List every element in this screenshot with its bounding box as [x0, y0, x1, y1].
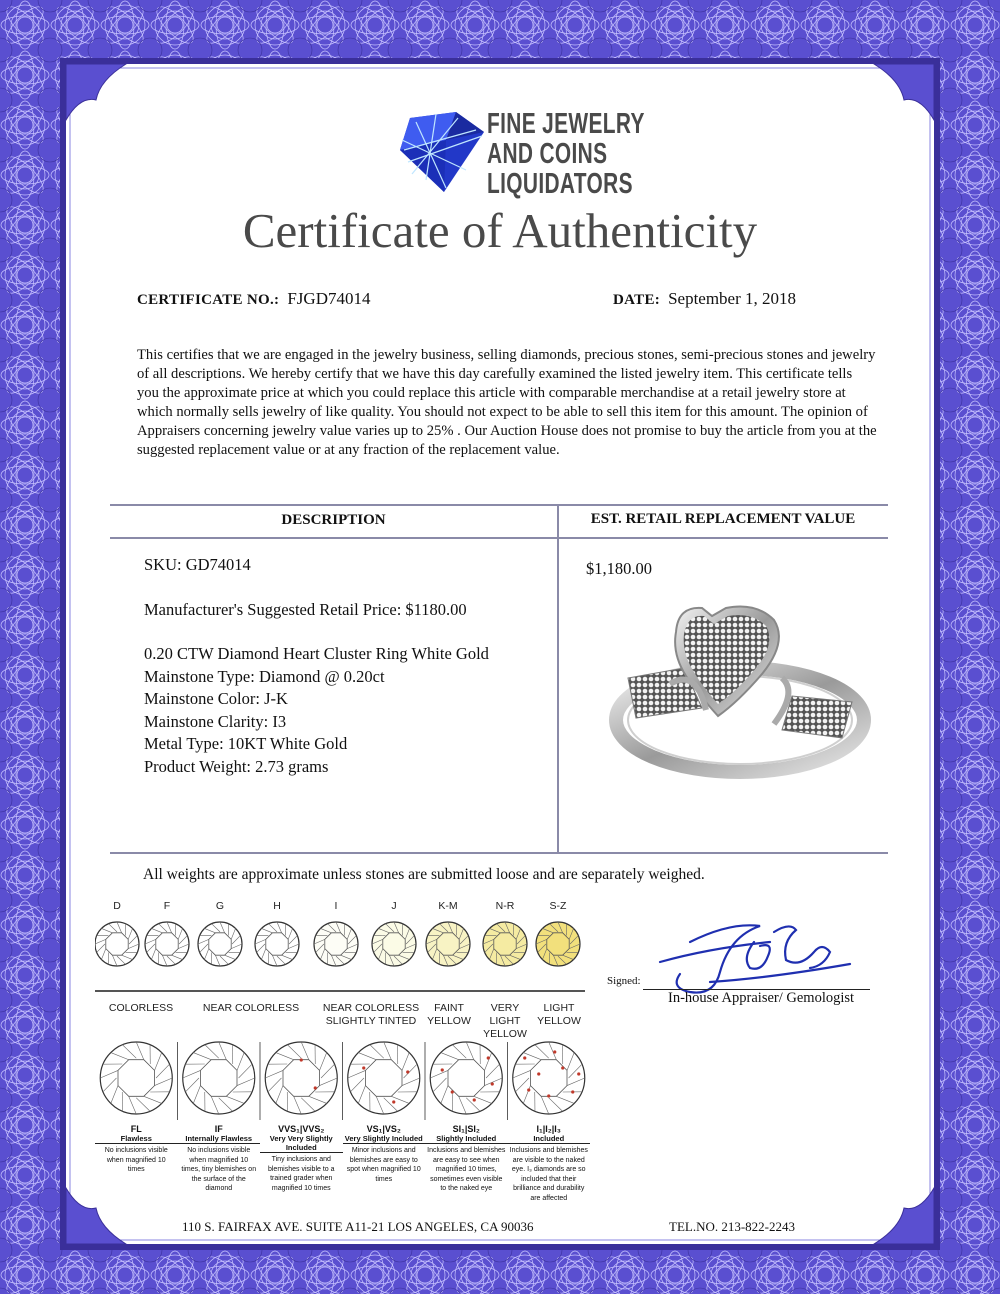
clarity-description-line: magnified 10 times	[271, 1184, 331, 1192]
color-grade-letter: I	[334, 900, 338, 912]
color-grade-diamond-icon	[198, 922, 242, 966]
clarity-description	[260, 1155, 343, 1193]
clarity-diamond-icon	[183, 1042, 255, 1114]
color-grade-diamond-icon	[95, 922, 139, 966]
clarity-description-line: are easy to see when	[432, 1156, 500, 1164]
weights-note: All weights are approximate unless stones are submitted loose and are separately weighed.	[143, 866, 705, 883]
company-logo-gem-icon	[396, 110, 488, 194]
clarity-description-line: times	[375, 1175, 393, 1183]
table-divider	[557, 504, 559, 853]
appraiser-title: In-house Appraiser/ Gemologist	[668, 990, 855, 1006]
color-category-label	[195, 1002, 307, 1015]
clarity-description-line: eye. I₃ diamonds are so	[511, 1166, 586, 1173]
sku: SKU: GD74014	[144, 555, 251, 574]
color-grade-diamond-icon	[483, 922, 527, 966]
detail-line: Mainstone Type: Diamond @ 0.20ct	[144, 666, 385, 686]
clarity-description	[95, 1146, 178, 1175]
clarity-description-line: to the naked eye	[440, 1185, 493, 1192]
clarity-code: FL	[130, 1124, 142, 1134]
clarity-description	[343, 1146, 426, 1184]
clarity-description-line: Inclusions and blemishes	[509, 1147, 588, 1154]
clarity-description	[178, 1146, 261, 1194]
clarity-description-line: included that their	[521, 1175, 577, 1183]
color-category-line: YELLOW	[537, 1015, 581, 1027]
color-category-label	[311, 1002, 431, 1028]
color-grade-letter: J	[391, 900, 397, 912]
color-grade-letter: N-R	[495, 900, 515, 912]
clarity-description-line: brilliance and durability	[513, 1185, 585, 1192]
replacement-value: $1,180.00	[586, 559, 652, 578]
clarity-column	[343, 1124, 426, 1184]
clarity-column	[178, 1124, 261, 1194]
clarity-description-line: the surface of the	[191, 1175, 246, 1183]
clarity-description	[425, 1146, 508, 1194]
color-grade-letter: G	[215, 900, 225, 912]
color-scale-bracket	[95, 984, 585, 992]
color-grade-diamond-icon	[145, 922, 189, 966]
clarity-name: Very Very Slightly Included	[260, 1134, 343, 1153]
clarity-description-line: when magnified 10	[189, 1156, 249, 1164]
color-category-line: NEAR COLORLESS	[202, 1002, 300, 1014]
date-value: September 1, 2018	[668, 289, 797, 308]
detail-line: 0.20 CTW Diamond Heart Cluster Ring White Gold	[144, 644, 489, 663]
color-category-line: NEAR COLORLESS	[322, 1002, 420, 1014]
color-grade-diamond-icon	[426, 922, 470, 966]
clarity-column	[508, 1124, 591, 1203]
msrp: Manufacturer's Suggested Retail Price: $1180.00	[144, 599, 467, 619]
clarity-diamond-icon	[348, 1042, 420, 1114]
signed-label: Signed:	[607, 975, 641, 987]
clarity-code: IF	[214, 1124, 223, 1134]
clarity-code: SI₁|SI₂	[452, 1124, 480, 1134]
detail-line: Product Weight: 2.73 grams	[144, 756, 329, 776]
color-category-line: FAINT	[434, 1002, 464, 1014]
detail-line: Mainstone Clarity: I3	[144, 711, 287, 731]
color-grade-diamond-icon	[536, 922, 580, 966]
color-category-line: COLORLESS	[108, 1002, 174, 1014]
color-grade-letter: S-Z	[549, 900, 567, 912]
color-category-line: SLIGHTLY TINTED	[325, 1015, 417, 1027]
value-header: EST. RETAIL REPLACEMENT VALUE	[590, 511, 856, 527]
table-top-rule	[110, 504, 888, 506]
clarity-diamond-icon	[513, 1042, 585, 1114]
clarity-diamond-icon	[430, 1042, 502, 1114]
color-scale	[95, 898, 585, 1038]
color-category-label	[95, 1002, 187, 1015]
color-category-line: YELLOW	[427, 1015, 471, 1027]
clarity-code: I₁|I₂|I₃	[536, 1124, 561, 1134]
color-grade-letter: D	[113, 900, 121, 912]
detail-line: Metal Type: 10KT White Gold	[144, 734, 348, 753]
ring-image	[606, 598, 874, 786]
color-grade-letter: F	[163, 900, 171, 912]
certificate-no-value: FJGD74014	[287, 289, 371, 308]
clarity-description-line: blemishes visible to a	[267, 1165, 335, 1173]
clarity-description-line: are affected	[530, 1194, 568, 1202]
color-category-label	[423, 1002, 475, 1028]
clarity-description-line: Tiny inclusions and	[271, 1156, 331, 1163]
color-grade-diamond-icon	[372, 922, 416, 966]
certificate-no-label: CERTIFICATE NO.:	[137, 292, 280, 308]
footer-phone: TEL.NO. 213-822-2243	[669, 1219, 796, 1234]
clarity-description-line: trained grader when	[270, 1175, 333, 1182]
clarity-name: Very Slightly Included	[343, 1134, 426, 1144]
clarity-column	[95, 1124, 178, 1175]
clarity-description-line: are visible to the naked	[512, 1156, 585, 1164]
table-header-rule	[110, 537, 888, 539]
clarity-description-line: sometimes even visible	[430, 1175, 503, 1183]
clarity-description-line: magnified 10 times,	[435, 1166, 497, 1173]
company-name-line: AND COINS	[487, 138, 608, 170]
company-name-line: FINE JEWELRY	[487, 108, 645, 140]
clarity-description-line: Inclusions and blemishes	[427, 1147, 506, 1154]
clarity-diamonds	[95, 1034, 590, 1124]
color-category-line: VERY LIGHT	[489, 1002, 521, 1027]
clarity-name: Included	[508, 1134, 591, 1144]
clarity-description-line: spot when magnified 10	[346, 1166, 421, 1173]
clarity-description-line: times	[127, 1166, 145, 1173]
color-grade-diamond-icon	[314, 922, 358, 966]
clarity-description-line: Minor inclusions and	[351, 1147, 416, 1154]
clarity-description-line: No inclusions visible	[187, 1147, 251, 1154]
color-category-line: YELLOW	[483, 1028, 527, 1040]
clarity-name: Slightly Included	[425, 1134, 508, 1144]
clarity-diamond-icon	[265, 1042, 337, 1114]
page-title: Certificate of Authenticity	[242, 203, 758, 258]
clarity-diamond-icon	[100, 1042, 172, 1114]
color-category-label	[531, 1002, 587, 1028]
clarity-description-line: diamond	[205, 1185, 233, 1192]
clarity-description-line: No inclusions visible	[104, 1147, 168, 1154]
color-category-line: LIGHT	[543, 1002, 575, 1014]
clarity-column	[260, 1124, 343, 1193]
clarity-code: VS₁|VS₂	[366, 1124, 401, 1134]
date-label: DATE:	[613, 292, 661, 308]
clarity-description	[508, 1146, 591, 1203]
description-header: DESCRIPTION	[281, 512, 386, 528]
color-grade-letter: H	[273, 900, 281, 912]
clarity-description-line: times, tiny blemishes on	[181, 1166, 257, 1173]
clarity-code: VVS₁|VVS₂	[278, 1124, 325, 1134]
intro-paragraph: This certifies that we are engaged in the jewelry business, selling diamonds, precious stones, semi-precious stones and jewelry of all descriptions. We hereby certify that we have this day carefully examined the listed jewelry item. This certificate tells you the approximate price at which you could replace this article with comparable merchandise at a retail jewelry store at which normally sells jewelry of like quality. You should not expect to be able to sell this item for this amount. The opinion of Appraisers concerning jewelry value varies up to 25% . Our Auction House does not promise to buy the article from you at the suggested replacement value or at any fraction of the replacement value.	[137, 347, 877, 458]
detail-line: Mainstone Color: J-K	[144, 689, 288, 708]
clarity-name: Internally Flawless	[178, 1134, 261, 1144]
clarity-description-line: blemishes are easy to	[349, 1156, 418, 1164]
color-grade-diamond-icon	[255, 922, 299, 966]
company-name-line: LIQUIDATORS	[487, 168, 633, 200]
clarity-column	[425, 1124, 508, 1194]
color-grade-letter: K-M	[438, 900, 458, 912]
table-bottom-rule	[110, 852, 888, 854]
footer-address: 110 S. FAIRFAX AVE. SUITE A11-21 LOS ANGELES, CA 90036	[182, 1219, 534, 1234]
clarity-name: Flawless	[95, 1134, 178, 1144]
clarity-description-line: when magnified 10	[106, 1156, 166, 1164]
